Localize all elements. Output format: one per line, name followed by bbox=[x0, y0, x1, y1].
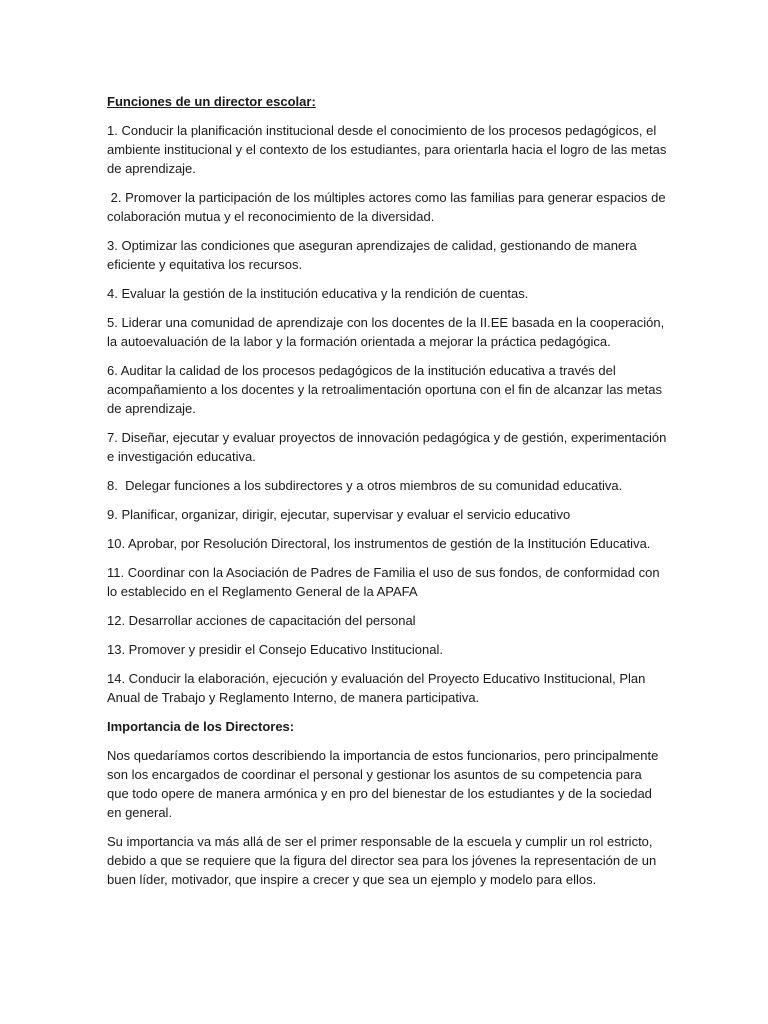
function-item: 4. Evaluar la gestión de la institución educativa y la rendición de cuentas. bbox=[107, 286, 529, 301]
document-page bbox=[107, 92, 670, 899]
importance-paragraph: Su importancia va más allá de ser el primer responsable de la escuela y cumplir un rol estricto, debido a que se requiere que la figura del director sea para los jóvenes la representación de un buen líder, motivador, que inspire a crecer y que sea un ejemplo y modelo para ellos. bbox=[107, 834, 660, 887]
function-item: 12. Desarrollar acciones de capacitación del personal bbox=[107, 613, 416, 628]
function-item: 3. Optimizar las condiciones que aseguran aprendizajes de calidad, gestionando de manera eficiente y equitativa los recursos. bbox=[107, 238, 641, 272]
function-item: 1. Conducir la planificación institucional desde el conocimiento de los procesos pedagógicos, el ambiente institucional y el contexto de los estudiantes, para orientarla hacia el logro de las metas de aprendizaje. bbox=[107, 123, 670, 176]
function-item: 13. Promover y presidir el Consejo Educativo Institucional. bbox=[107, 642, 443, 657]
document-title: Funciones de un director escolar: bbox=[107, 94, 316, 109]
function-item: 5. Liderar una comunidad de aprendizaje con los docentes de la II.EE basada en la cooperación, la autoevaluación de la labor y la formación orientada a mejorar la práctica pedagógica. bbox=[107, 315, 668, 349]
function-item: 6. Auditar la calidad de los procesos pedagógicos de la institución educativa a través del acompañamiento a los docentes y la retroalimentación oportuna con el fin de alcanzar las metas de aprendizaje. bbox=[107, 363, 666, 416]
function-item: 10. Aprobar, por Resolución Directoral, los instrumentos de gestión de la Institución Educativa. bbox=[107, 536, 651, 551]
function-item: 11. Coordinar con la Asociación de Padres de Familia el uso de sus fondos, de conformidad con lo establecido en el Reglamento General de la APAFA bbox=[107, 565, 664, 599]
function-item: 2. Promover la participación de los múltiples actores como las familias para generar espacios de colaboración mutua y el reconocimiento de la diversidad. bbox=[107, 190, 670, 224]
importance-section bbox=[107, 746, 667, 889]
importance-paragraph: Nos quedaríamos cortos describiendo la importancia de estos funcionarios, pero principalmente son los encargados de coordinar el personal y gestionar los asuntos de su competencia para que todo opere de manera armónica y en pro del bienestar de los estudiantes y de la sociedad en general. bbox=[107, 748, 662, 820]
function-item: 14. Conducir la elaboración, ejecución y evaluación del Proyecto Educativo Institucional, Plan Anual de Trabajo y Reglamento Interno, de manera participativa. bbox=[107, 671, 649, 705]
functions-list bbox=[107, 121, 670, 707]
importance-heading: Importancia de los Directores: bbox=[107, 719, 295, 734]
function-item: 9. Planificar, organizar, dirigir, ejecutar, supervisar y evaluar el servicio educativo bbox=[107, 507, 571, 522]
function-item: 8. Delegar funciones a los subdirectores y a otros miembros de su comunidad educativa. bbox=[107, 478, 623, 493]
function-item: 7. Diseñar, ejecutar y evaluar proyectos de innovación pedagógica y de gestión, experimentación e investigación educativa. bbox=[107, 430, 670, 464]
